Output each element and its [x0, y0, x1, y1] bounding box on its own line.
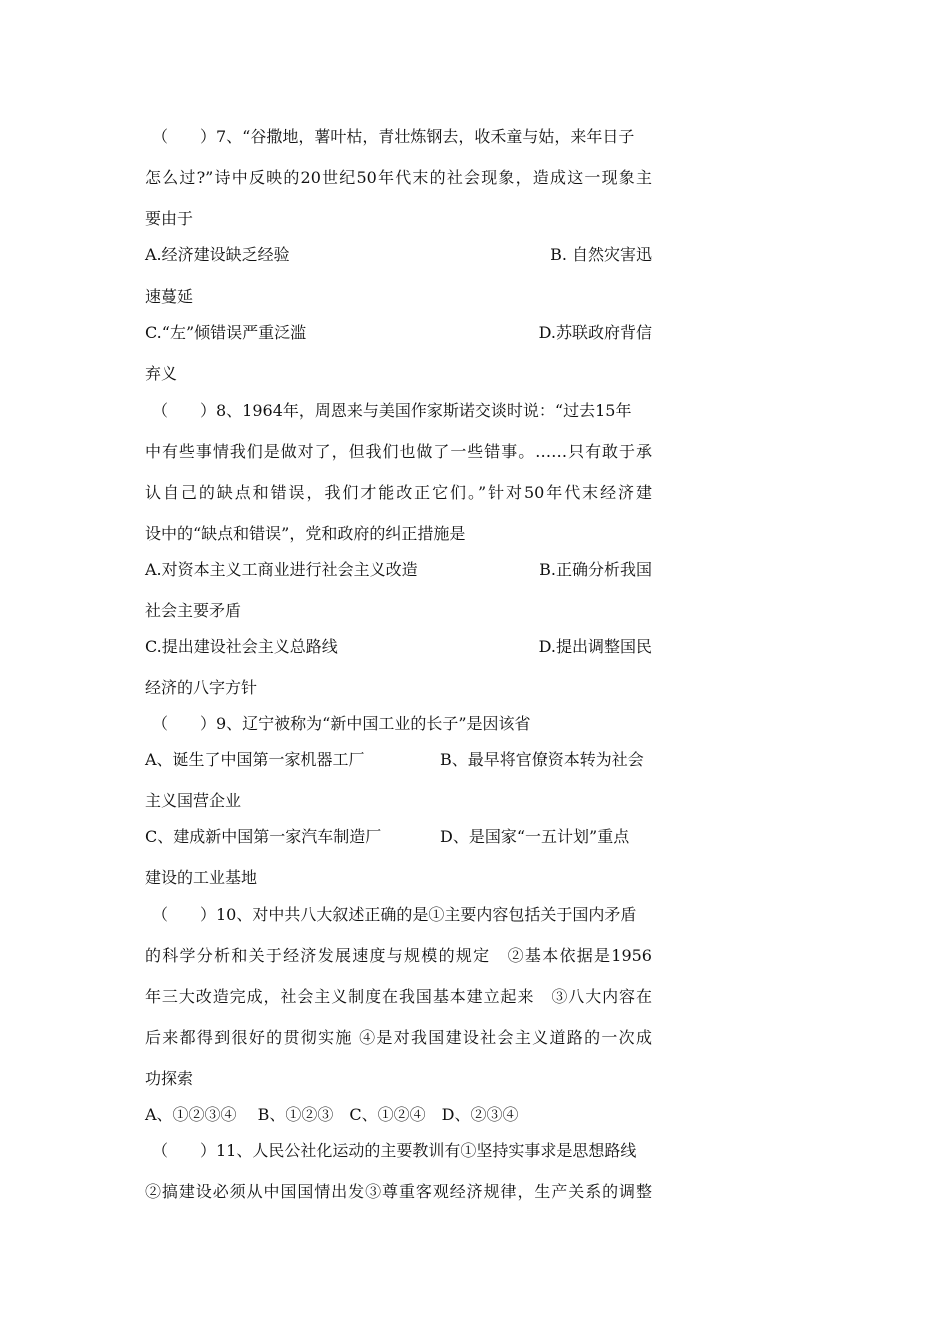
- question-9-option-c: C、建成新中国第一家汽车制造厂: [145, 827, 382, 846]
- question-7-line-2: 怎么过?”诗中反映的20世纪50年代末的社会现象，造成这一现象主: [145, 168, 652, 187]
- question-8-line-3: 认自己的缺点和错误，我们才能改正它们。”针对50年代末经济建: [145, 483, 652, 502]
- question-7-line-3: 要由于: [145, 209, 194, 228]
- question-7-option-d-continued: 弃义: [145, 364, 178, 383]
- question-7-option-c: C.“左”倾错误严重泛滥: [145, 323, 307, 342]
- question-8-option-b: B.正确分析我国: [539, 560, 652, 579]
- question-7-line-1: （ ）7、“谷撒地，薯叶枯，青壮炼钢去，收禾童与姑，来年日子: [152, 127, 635, 146]
- question-8-line-4: 设中的“缺点和错误”，党和政府的纠正措施是: [145, 524, 466, 543]
- question-7-option-d: D.苏联政府背信: [538, 323, 652, 342]
- question-9-option-d-continued: 建设的工业基地: [145, 868, 258, 887]
- question-8-line-1: （ ）8、1964年，周恩来与美国作家斯诺交谈时说：“过去15年: [152, 401, 632, 420]
- question-8-line-2: 中有些事情我们是做对了，但我们也做了一些错事。……只有敢于承: [145, 442, 652, 461]
- question-10-line-1: （ ）10、对中共八大叙述正确的是①主要内容包括关于国内矛盾: [152, 905, 637, 924]
- question-9-line-1: （ ）9、辽宁被称为“新中国工业的长子”是因该省: [152, 714, 531, 733]
- question-10-line-2: 的科学分析和关于经济发展速度与规模的规定 ②基本依据是1956: [145, 946, 652, 965]
- question-8-option-a: A.对资本主义工商业进行社会主义改造: [145, 560, 418, 579]
- question-10-line-3: 年三大改造完成，社会主义制度在我国基本建立起来 ③八大内容在: [145, 987, 652, 1006]
- question-10-options: A、①②③④ B、①②③ C、①②④ D、②③④: [145, 1105, 519, 1124]
- question-7-option-b: B. 自然灾害迅: [550, 245, 652, 264]
- question-11-line-2: ②搞建设必须从中国国情出发③尊重客观经济规律，生产关系的调整: [145, 1182, 652, 1201]
- question-10-line-4: 后来都得到很好的贯彻实施 ④是对我国建设社会主义道路的一次成: [145, 1028, 652, 1047]
- question-9-option-b: B、最早将官僚资本转为社会: [440, 750, 644, 769]
- question-8-option-b-continued: 社会主要矛盾: [145, 601, 242, 620]
- question-8-option-d: D.提出调整国民: [538, 637, 652, 656]
- question-10-line-5: 功探索: [145, 1069, 194, 1088]
- question-8-option-c: C.提出建设社会主义总路线: [145, 637, 338, 656]
- question-9-option-b-continued: 主义国营企业: [145, 791, 242, 810]
- question-7-option-a: A.经济建设缺乏经验: [145, 245, 290, 264]
- question-8-option-d-continued: 经济的八字方针: [145, 678, 258, 697]
- question-7-option-b-continued: 速蔓延: [145, 287, 194, 306]
- question-9-option-a: A、诞生了中国第一家机器工厂: [145, 750, 365, 769]
- question-9-option-d: D、是国家“一五计划”重点: [440, 827, 630, 846]
- question-11-line-1: （ ）11、人民公社化运动的主要教训有①坚持实事求是思想路线: [152, 1141, 637, 1160]
